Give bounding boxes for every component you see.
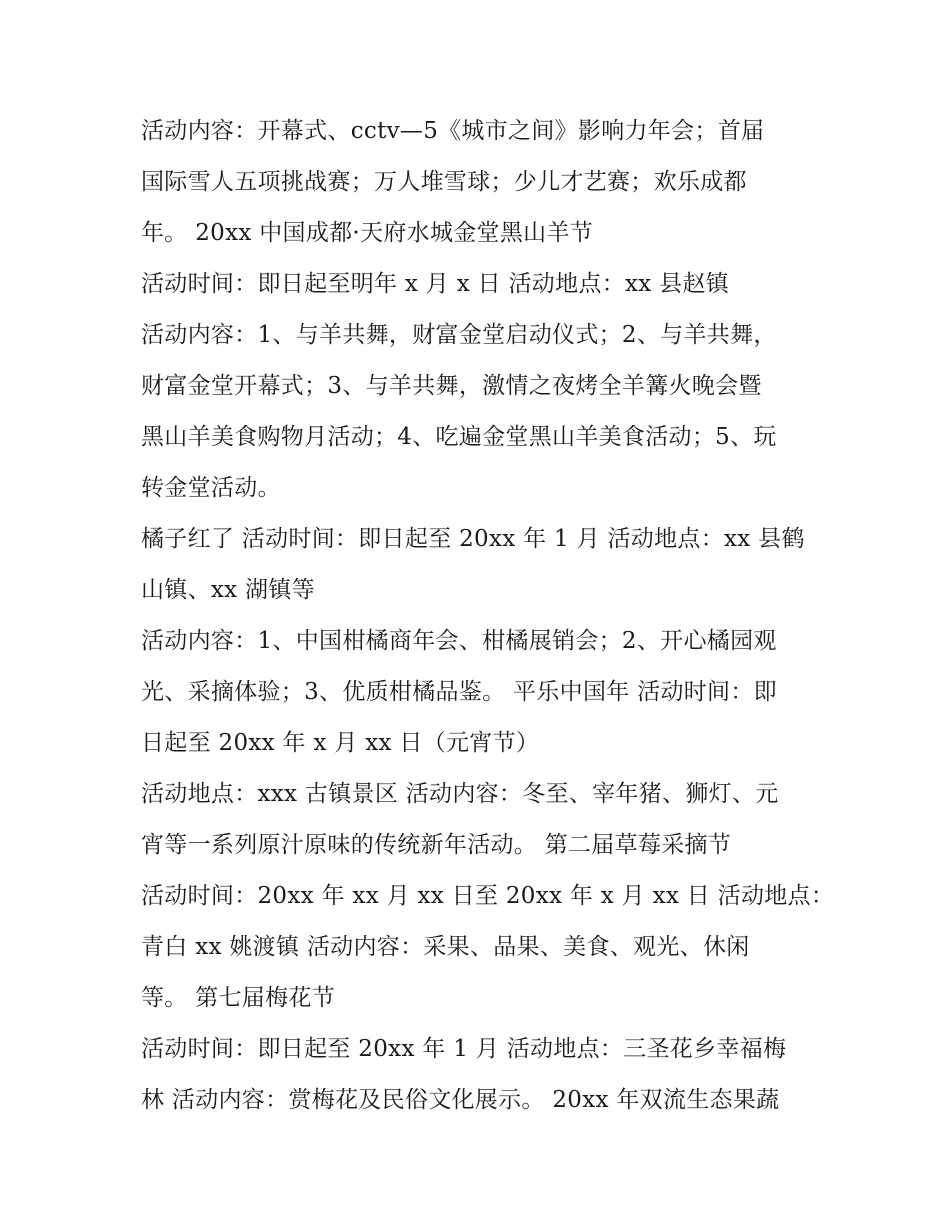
text-line: 转金堂活动。 [141,475,281,501]
text-line: 活动时间：即日起至 20xx 年 1 月 活动地点：三圣花乡幸福梅 [141,1036,787,1062]
text-line: 活动内容：1、与羊共舞，财富金堂启动仪式；2、与羊共舞， [141,322,777,348]
text-line: 财富金堂开幕式；3、与羊共舞，激情之夜烤全羊篝火晚会暨 [141,373,762,399]
text-line: 等。 第七届梅花节 [141,985,336,1011]
text-line: 黑山羊美食购物月活动；4、吃遍金堂黑山羊美食活动；5、玩 [141,424,777,450]
text-line: 山镇、xx 湖镇等 [141,577,315,603]
text-line: 橘子红了 活动时间：即日起至 20xx 年 1 月 活动地点：xx 县鹤 [141,526,805,552]
text-line: 活动地点：xxx 古镇景区 活动内容：冬至、宰年猪、狮灯、元 [141,781,779,807]
text-line: 活动内容：开幕式、cctv—5《城市之间》影响力年会；首届 [141,118,765,144]
text-line: 年。 20xx 中国成都·天府水城金堂黑山羊节 [141,220,594,246]
text-line: 活动内容：1、中国柑橘商年会、柑橘展销会；2、开心橘园观 [141,628,777,654]
text-line: 青白 xx 姚渡镇 活动内容：采果、品果、美食、观光、休闲 [141,934,750,960]
document-body [141,106,835,1126]
text-line: 光、采摘体验；3、优质柑橘品鉴。 平乐中国年 活动时间：即 [141,679,777,705]
text-line: 林 活动内容：赏梅花及民俗文化展示。 20xx 年双流生态果蔬 [141,1087,780,1113]
text-line: 日起至 20xx 年 x 月 xx 日（元宵节） [141,730,540,756]
text-line: 活动时间：20xx 年 xx 月 xx 日至 20xx 年 x 月 xx 日 活动地点： [141,883,835,909]
text-line: 宵等一系列原汁原味的传统新年活动。 第二届草莓采摘节 [141,832,732,858]
text-line: 国际雪人五项挑战赛；万人堆雪球；少儿才艺赛；欢乐成都 [141,169,747,195]
text-line: 活动时间：即日起至明年 x 月 x 日 活动地点：xx 县赵镇 [141,271,730,297]
